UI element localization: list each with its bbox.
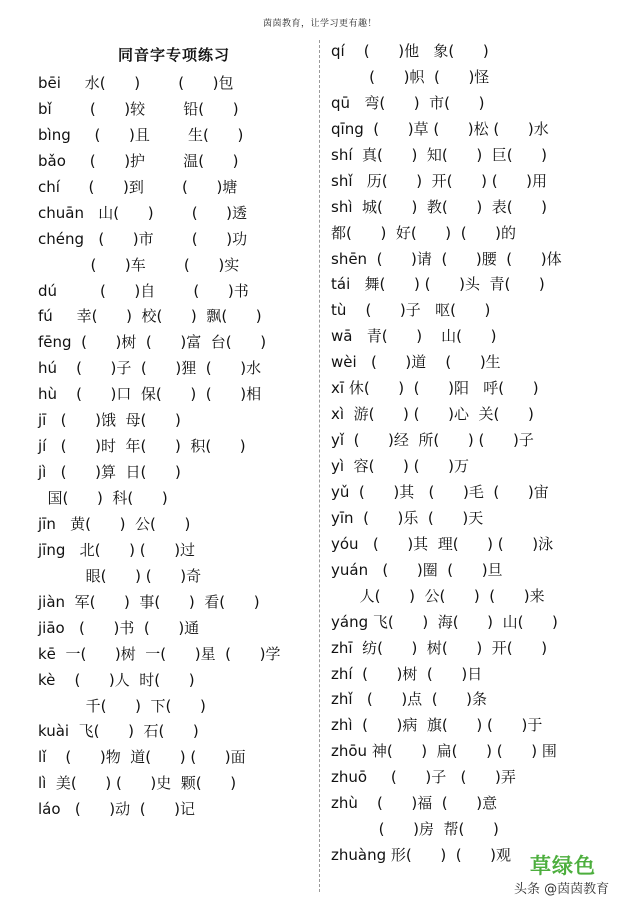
exercise-row: zhī 纺( ) 树( ) 开( )	[331, 638, 548, 657]
exercise-row: jiāo ( )书 ( )通	[38, 618, 200, 637]
exercise-row: fú 幸( ) 校( ) 飘( )	[38, 307, 262, 326]
exercise-row: yóu ( )其 理( ) ( )泳	[331, 534, 554, 553]
exercise-row: shǐ 历( ) 开( ) ( )用	[331, 171, 548, 190]
exercise-row: 国( ) 科( )	[38, 489, 168, 507]
exercise-row: zhǐ ( )点 ( )条	[331, 690, 488, 709]
exercise-row: tái 舞( ) ( )头 青( )	[331, 275, 545, 294]
exercise-row: yuán ( )圈 ( )旦	[331, 560, 503, 579]
exercise-row: bēi 水( ) ( )包	[38, 74, 234, 92]
exercise-row: chéng ( )市 ( )功	[38, 229, 248, 248]
exercise-row: jì ( )算 日( )	[38, 463, 181, 482]
exercise-row: qīng ( )草 ( )松 ( )水	[331, 119, 549, 138]
exercise-row: zhuō ( )子 ( )弄	[331, 768, 516, 787]
exercise-row: jīn 黄( ) 公( )	[38, 514, 191, 533]
exercise-row: ( )车 ( )实	[38, 255, 240, 274]
exercise-row: kè ( )人 时( )	[38, 670, 195, 689]
exercise-row: yǐ ( )经 所( ) ( )子	[331, 431, 534, 450]
exercise-row: zhì ( )病 旗( ) ( )于	[331, 716, 543, 735]
exercise-row: 都( ) 好( ) ( )的	[331, 223, 517, 242]
exercise-row: yì 容( ) ( )万	[331, 457, 469, 475]
exercise-row: qí ( )他 象( )	[331, 42, 489, 60]
exercise-row: 千( ) 下( )	[38, 696, 206, 715]
exercise-row: kē 一( )树 一( )星 ( )学	[38, 644, 281, 663]
exercise-row: 人( ) 公( ) ( )来	[331, 586, 545, 605]
exercise-row: hù ( )口 保( ) ( )相	[38, 385, 262, 404]
exercise-row: xì 游( ) ( )心 关( )	[331, 405, 534, 424]
exercise-row: shēn ( )请 ( )腰 ( )体	[331, 249, 562, 268]
exercise-row: láo ( )动 ( )记	[38, 800, 196, 819]
exercise-row: shì 城( ) 教( ) 表( )	[331, 197, 548, 216]
exercise-row: bǐ ( )较 铅( )	[38, 99, 239, 118]
exercise-row: ( )帜 ( )怪	[331, 67, 490, 86]
exercise-row: jīng 北( ) ( )过	[38, 540, 196, 559]
exercise-row: qū 弯( ) 市( )	[331, 93, 485, 112]
exercise-row: lǐ ( )物 道( ) ( )面	[38, 748, 246, 767]
exercise-row: fēng ( )树 ( )富 台( )	[38, 333, 267, 352]
exercise-row: chuān 山( ) ( )透	[38, 203, 248, 222]
exercise-row: bìng ( )且 生( )	[38, 125, 244, 144]
exercise-row: shí 真( ) 知( ) 巨( )	[331, 145, 548, 164]
exercise-row: kuài 飞( ) 石( )	[38, 722, 199, 741]
exercise-row: yǔ ( )其 ( )毛 ( )宙	[331, 482, 549, 501]
exercise-row: tù ( )子 呕( )	[331, 301, 491, 320]
exercise-row: lì 美( ) ( )史 颗( )	[38, 774, 237, 793]
watermark: 草绿色	[530, 854, 596, 878]
exercise-row: zhuàng 形( ) ( )观	[331, 846, 512, 865]
exercise-row: zhí ( )树 ( )日	[331, 664, 483, 683]
exercise-row: hú ( )子 ( )狸 ( )水	[38, 359, 262, 378]
exercise-row: jiàn 军( ) 事( ) 看( )	[38, 592, 260, 611]
page-header: 茵茵教育，让学习更有趣！	[262, 19, 377, 29]
exercise-row: chí ( )到 ( )塘	[38, 177, 238, 196]
exercise-row: xī 休( ) ( )阳 呼( )	[331, 379, 539, 398]
exercise-row: yīn ( )乐 ( )天	[331, 508, 484, 527]
left-column	[38, 71, 313, 823]
exercise-row: zhōu 神( ) 扁( ) ( ) 围	[331, 742, 557, 761]
footer-credit: 头条 @茵茵教育	[514, 882, 610, 897]
exercise-row: 眼( ) ( )奇	[38, 566, 202, 585]
exercise-row: bǎo ( )护 温( )	[38, 151, 239, 170]
page-title: 同音字专项练习	[118, 46, 231, 64]
exercise-row: ( )房 帮( )	[331, 820, 499, 839]
exercise-row: dú ( )自 ( )书	[38, 281, 249, 300]
exercise-row: wèi ( )道 ( )生	[331, 353, 501, 372]
exercise-row: zhù ( )福 ( )意	[331, 794, 498, 813]
right-column	[331, 39, 606, 869]
exercise-row: jī ( )饿 母( )	[38, 411, 181, 430]
exercise-row: wā 青( ) 山( )	[331, 327, 497, 346]
exercise-row: yáng 飞( ) 海( ) 山( )	[331, 612, 558, 631]
column-divider	[319, 40, 320, 892]
exercise-row: jí ( )时 年( ) 积( )	[38, 437, 246, 456]
